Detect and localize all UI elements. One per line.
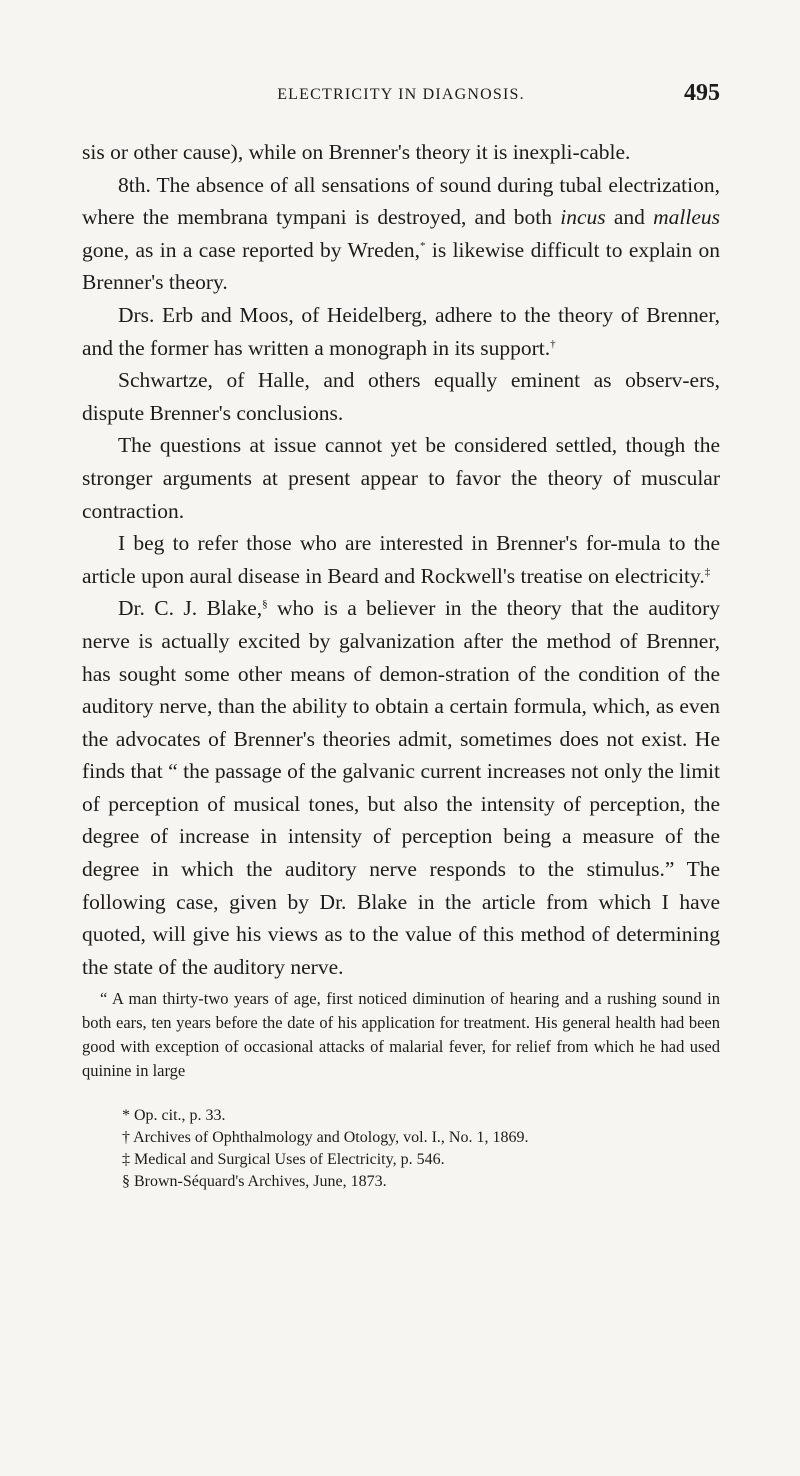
footnote-ref-star: * [420, 239, 426, 252]
paragraph-2: 8th. The absence of all sensations of sound during tubal electrization, where the membrana tympani is destroyed, and both incus and malleus gone, as in a case reported by Wreden,* is likewise difficult to explain on Brenner's theory. [82, 172, 720, 295]
paragraph-4: Schwartze, of Halle, and others equally eminent as observ-ers, dispute Brenner's conclusions. [82, 368, 720, 425]
paragraph-5: The questions at issue cannot yet be considered settled, though the stronger arguments at present appear to favor the theory of muscular contraction. [82, 433, 720, 523]
footnote-1: * Op. cit., p. 33. [122, 1107, 226, 1125]
case-quote [82, 987, 720, 1083]
footnote-3: ‡ Medical and Surgical Uses of Electricity, p. 546. [122, 1151, 445, 1169]
footnotes [82, 1105, 720, 1193]
paragraph-3: Drs. Erb and Moos, of Heidelberg, adhere to the theory of Brenner, and the former has written a monograph in its support.† [82, 302, 720, 360]
paragraph-1: sis or other cause), while on Brenner's theory it is inexpli-cable. [82, 140, 631, 164]
paragraph-7: Dr. C. J. Blake,§ who is a believer in the theory that the auditory nerve is actually excited by galvanization after the method of Brenner, has sought some other means of demon-stration of the condition of the auditory nerve, than the ability to obtain a certain formula, which, as even the advocates of Brenner's theories admit, sometimes does not exist. He finds that “ the passage of the galvanic current increases not only the limit of perception of musical tones, but also the intensity of perception, the degree of increase in intensity of perception being a measure of the degree in which the auditory nerve responds to the stimulus.” The following case, given by Dr. Blake in the article from which I have quoted, will give his views as to the value of this method of determining the state of the auditory nerve. [82, 596, 720, 979]
footnote-ref-section: § [262, 598, 268, 611]
running-head: ELECTRICITY IN DIAGNOSIS. [277, 86, 525, 103]
page-number: 495 [684, 80, 720, 106]
footnote-4: § Brown-Séquard's Archives, June, 1873. [122, 1173, 387, 1191]
paragraph-6: I beg to refer those who are interested in Brenner's for-mula to the article upon aural disease in Beard and Rockwell's treatise on electricity.‡ [82, 531, 720, 588]
footnote-ref-double-dagger: ‡ [704, 565, 711, 578]
term-malleus: malleus [653, 205, 720, 230]
book-page [82, 80, 720, 1193]
quote-text: “ A man thirty-two years of age, first noticed diminution of hearing and a rushing sound in both ears, ten years before the date of his application for treatment. His general health had been good with exception of occasional attacks of malarial fever, for relief from which he had used quinine in large [82, 989, 720, 1081]
page-header [82, 80, 720, 114]
term-incus: incus [560, 205, 606, 230]
body-text [82, 136, 720, 983]
footnote-2: † Archives of Ophthalmology and Otology, vol. I., No. 1, 1869. [122, 1129, 529, 1147]
footnote-ref-dagger: † [550, 337, 556, 350]
